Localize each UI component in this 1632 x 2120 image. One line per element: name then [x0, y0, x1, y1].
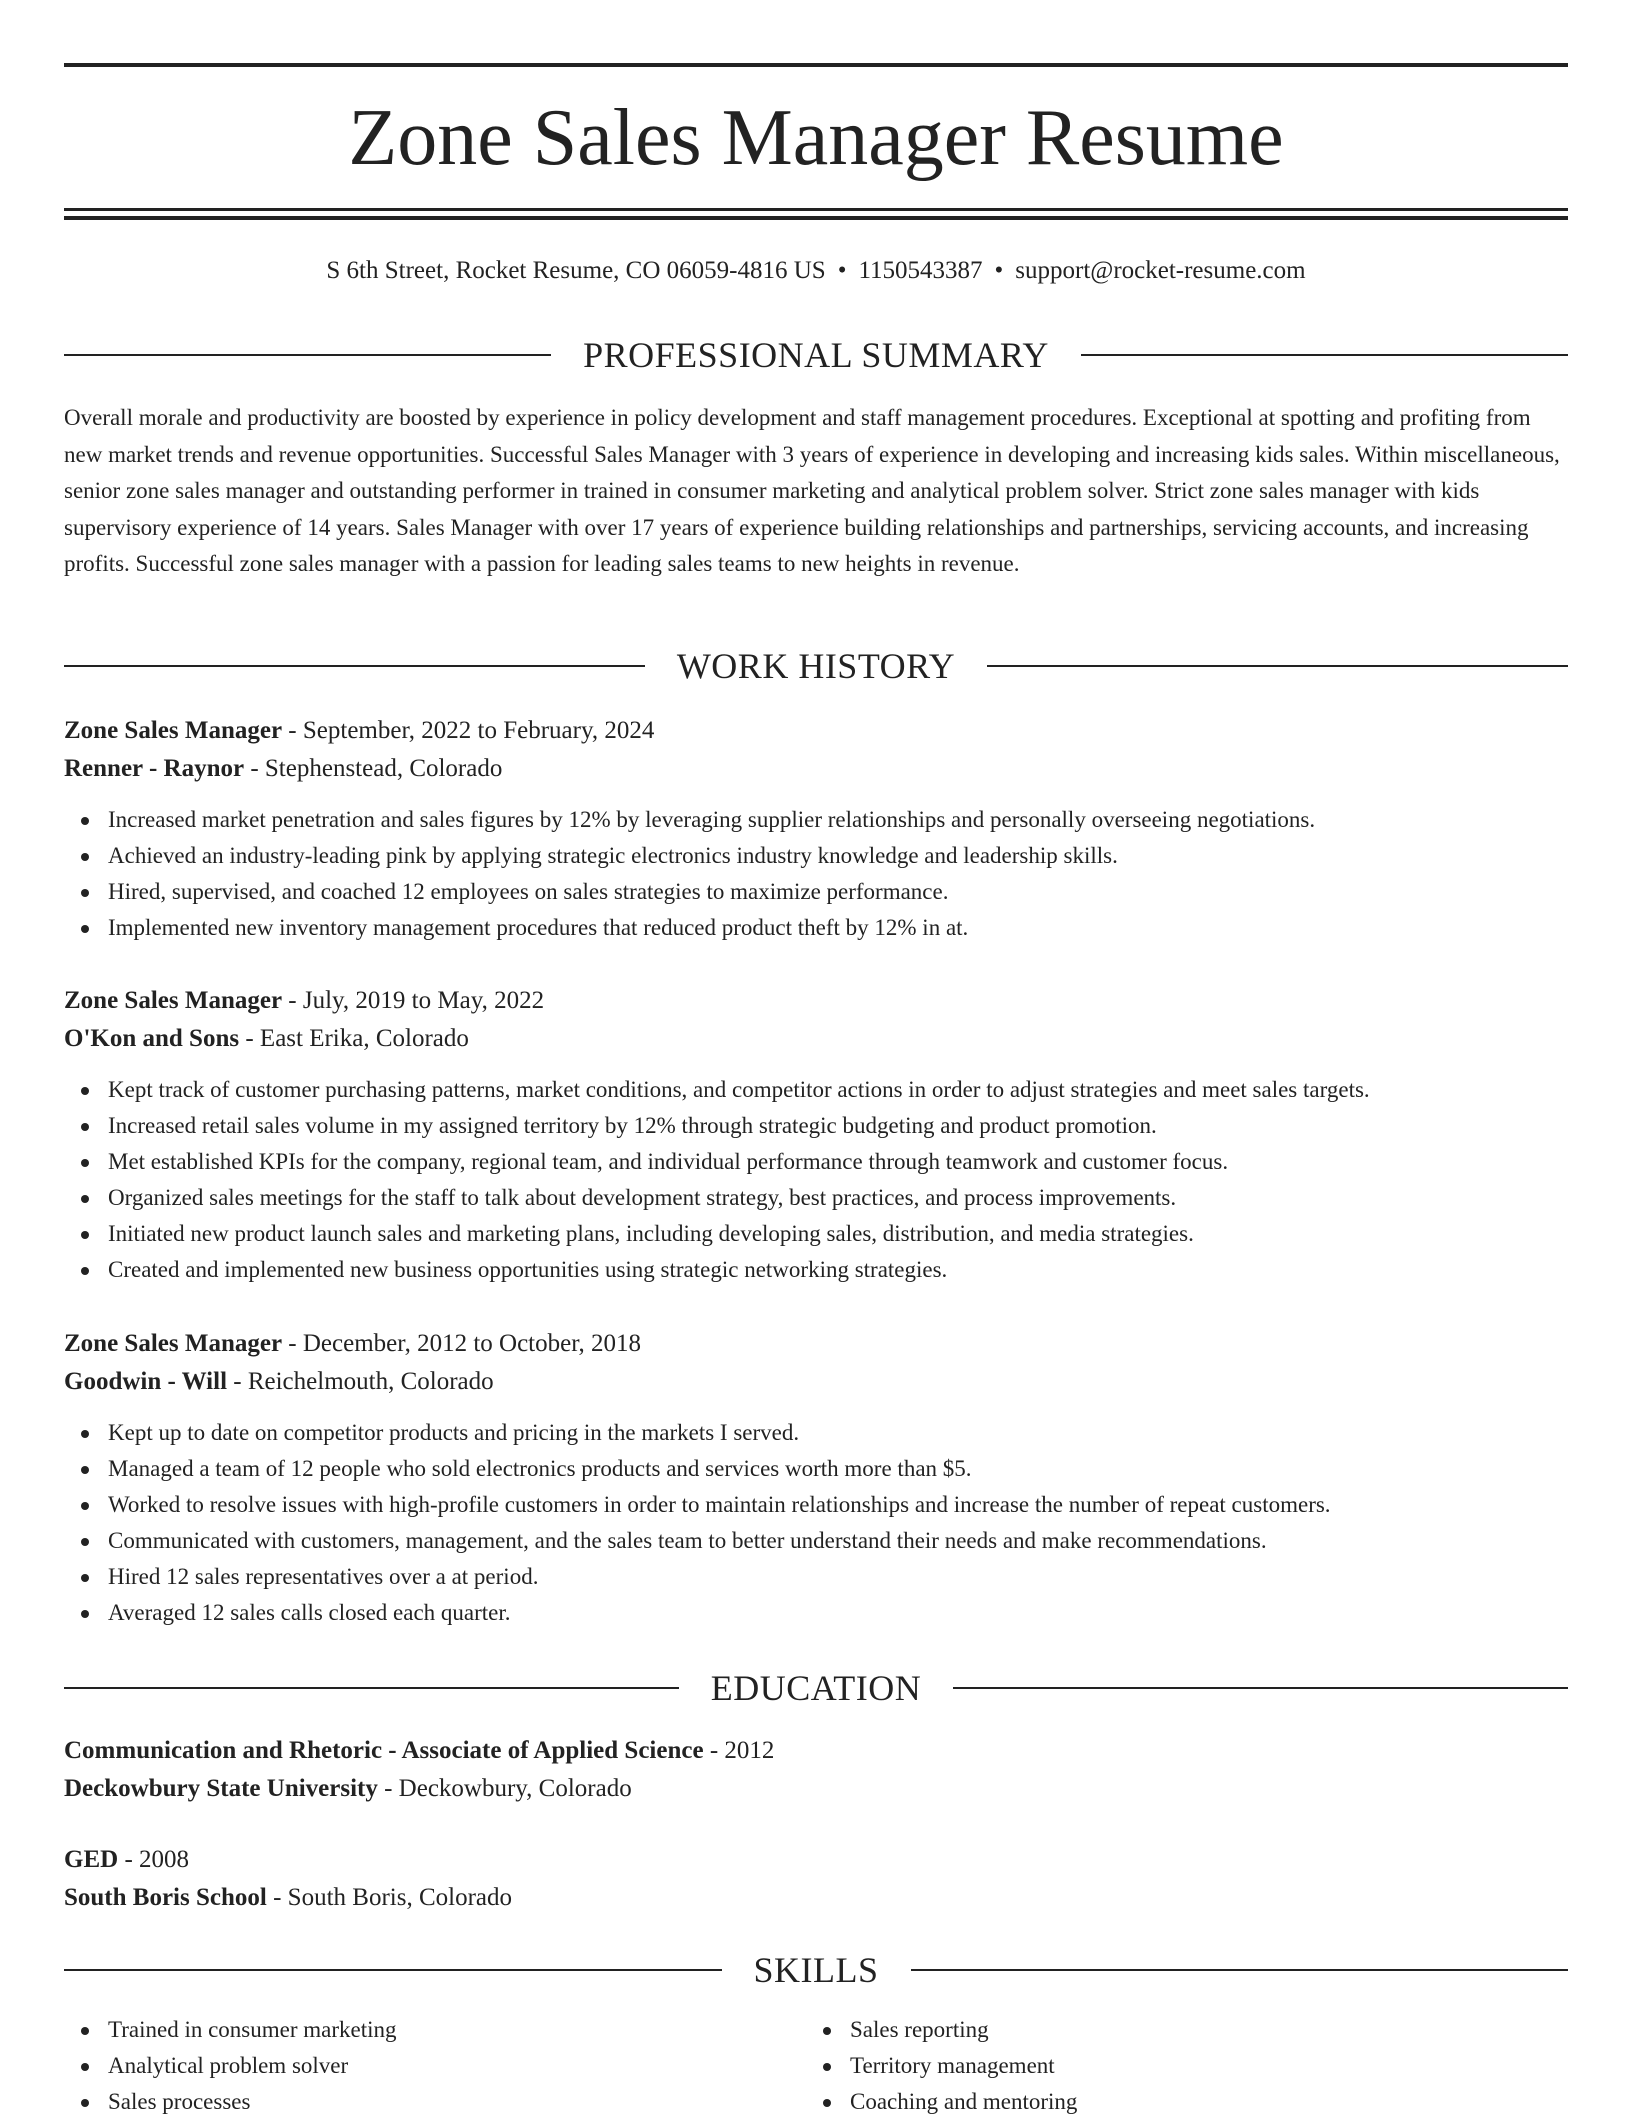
heading-rule-right	[987, 665, 1568, 667]
skill-item: Coaching and mentoring	[806, 2084, 1548, 2120]
heading-rule-right	[1081, 354, 1568, 356]
job-company-line	[64, 1020, 1568, 1058]
heading-rule-left	[64, 1687, 679, 1689]
list-item: Met established KPIs for the company, regional team, and individual performance through teamwork and customer focus.	[64, 1144, 1568, 1180]
graduation-year: - 2012	[703, 1737, 775, 1764]
job-duties-list	[64, 1072, 1568, 1288]
list-item: Initiated new product launch sales and marketing plans, including developing sales, distribution, and media strategies.	[64, 1216, 1568, 1252]
contact-phone: 1150543387	[858, 257, 983, 284]
skills-items	[806, 2012, 1548, 2120]
list-item: Averaged 12 sales calls closed each quarter.	[64, 1595, 1568, 1631]
list-item: Increased retail sales volume in my assigned territory by 12% through strategic budgeting and product promotion.	[64, 1108, 1568, 1144]
degree-line	[64, 1841, 1568, 1879]
job-title: Zone Sales Manager	[64, 717, 283, 744]
job-title: Zone Sales Manager	[64, 1330, 283, 1357]
list-item: Kept up to date on competitor products and pricing in the markets I served.	[64, 1415, 1568, 1451]
school-line	[64, 1770, 1568, 1808]
contact-separator: •	[837, 257, 847, 284]
section-title: EDUCATION	[710, 1668, 922, 1708]
heading-rule-right	[911, 1969, 1569, 1971]
skills-column-right	[806, 2012, 1548, 2120]
section-title: PROFESSIONAL SUMMARY	[583, 335, 1049, 375]
job-dates: - July, 2019 to May, 2022	[282, 987, 545, 1014]
job-company-line	[64, 750, 1568, 788]
contact-address: S 6th Street, Rocket Resume, CO 06059-4816 US	[326, 257, 826, 284]
heading-rule-left	[64, 1969, 722, 1971]
job-company: Goodwin - Will	[64, 1368, 228, 1395]
job-duties-list	[64, 802, 1568, 946]
section-title: SKILLS	[753, 1950, 879, 1990]
contact-line	[64, 255, 1568, 287]
skills-column-left	[64, 2012, 806, 2120]
list-item: Worked to resolve issues with high-profile customers in order to maintain relationships and increase the number of repeat customers.	[64, 1487, 1568, 1523]
school-name: Deckowbury State University	[64, 1775, 378, 1802]
title-rule-lower	[64, 216, 1568, 220]
skill-item: Sales processes	[64, 2084, 806, 2120]
resume-title: Zone Sales Manager Resume	[348, 94, 1284, 182]
school-location: - Deckowbury, Colorado	[377, 1775, 632, 1802]
job-entry-3	[64, 1325, 1568, 1631]
job-location: - East Erika, Colorado	[239, 1025, 469, 1052]
list-item: Implemented new inventory management procedures that reduced product theft by 12% in at.	[64, 910, 1568, 946]
job-title: Zone Sales Manager	[64, 987, 283, 1014]
contact-separator: •	[994, 257, 1004, 284]
list-item: Increased market penetration and sales figures by 12% by leveraging supplier relationships and personally overseeing negotiations.	[64, 802, 1568, 838]
job-title-line	[64, 982, 1568, 1020]
heading-rule-right	[953, 1687, 1568, 1689]
school-line	[64, 1879, 1568, 1917]
job-dates: - December, 2012 to October, 2018	[282, 1330, 642, 1357]
summary-text: Overall morale and productivity are boosted by experience in policy development and staff management procedures. Exceptional at spotting and profiting from new market trends and revenue opportunities. Successful Sales Manager with 3 years of experience in developing and increasing kids sales. Within miscellaneous, senior zone sales manager and outstanding performer in trained in consumer marketing and analytical problem solver. Strict zone sales manager with kids supervisory experience of 14 years. Sales Manager with over 17 years of experience building relationships and partnerships, servicing accounts, and increasing profits. Successful zone sales manager with a passion for leading sales teams to new heights in revenue.	[64, 405, 1560, 576]
graduation-year: - 2008	[118, 1846, 190, 1873]
list-item: Organized sales meetings for the staff to talk about development strategy, best practices, and process improvements.	[64, 1180, 1568, 1216]
job-company: O'Kon and Sons	[64, 1025, 240, 1052]
heading-rule-left	[64, 665, 645, 667]
section-heading-work-history	[64, 644, 1568, 688]
list-item: Kept track of customer purchasing patterns, market conditions, and competitor actions in order to adjust strategies and meet sales targets.	[64, 1072, 1568, 1108]
section-heading-summary	[64, 333, 1568, 377]
top-rule	[64, 63, 1568, 67]
skill-item: Territory management	[806, 2048, 1548, 2084]
list-item: Created and implemented new business opportunities using strategic networking strategies.	[64, 1252, 1568, 1288]
degree: Communication and Rhetoric - Associate of Applied Science	[64, 1737, 704, 1764]
job-company: Renner - Raynor	[64, 755, 245, 782]
skill-item: Sales reporting	[806, 2012, 1548, 2048]
job-company-line	[64, 1363, 1568, 1401]
list-item: Hired, supervised, and coached 12 employees on sales strategies to maximize performance.	[64, 874, 1568, 910]
skills-items	[64, 2012, 806, 2120]
skills-list	[64, 2012, 1568, 2120]
job-location: - Reichelmouth, Colorado	[227, 1368, 494, 1395]
education-entry-2	[64, 1841, 1568, 1917]
job-title-line	[64, 712, 1568, 750]
section-title: WORK HISTORY	[676, 646, 956, 686]
education-entry-1	[64, 1732, 1568, 1808]
list-item: Achieved an industry-leading pink by applying strategic electronics industry knowledge and leadership skills.	[64, 838, 1568, 874]
school-name: South Boris School	[64, 1884, 267, 1911]
contact-email: support@rocket-resume.com	[1015, 257, 1306, 284]
job-dates: - September, 2022 to February, 2024	[282, 717, 655, 744]
list-item: Communicated with customers, management, and the sales team to better understand their needs and make recommendations.	[64, 1523, 1568, 1559]
heading-rule-left	[64, 354, 551, 356]
title-rule-upper	[64, 208, 1568, 211]
degree: GED	[64, 1846, 119, 1873]
degree-line	[64, 1732, 1568, 1770]
section-heading-skills	[64, 1948, 1568, 1992]
job-entry-1	[64, 712, 1568, 946]
school-location: - South Boris, Colorado	[266, 1884, 512, 1911]
list-item: Managed a team of 12 people who sold electronics products and services worth more than $5.	[64, 1451, 1568, 1487]
job-entry-2	[64, 982, 1568, 1288]
job-duties-list	[64, 1415, 1568, 1631]
skill-item: Analytical problem solver	[64, 2048, 806, 2084]
job-title-line	[64, 1325, 1568, 1363]
job-location: - Stephenstead, Colorado	[244, 755, 503, 782]
skill-item: Trained in consumer marketing	[64, 2012, 806, 2048]
list-item: Hired 12 sales representatives over a at period.	[64, 1559, 1568, 1595]
section-heading-education	[64, 1666, 1568, 1710]
